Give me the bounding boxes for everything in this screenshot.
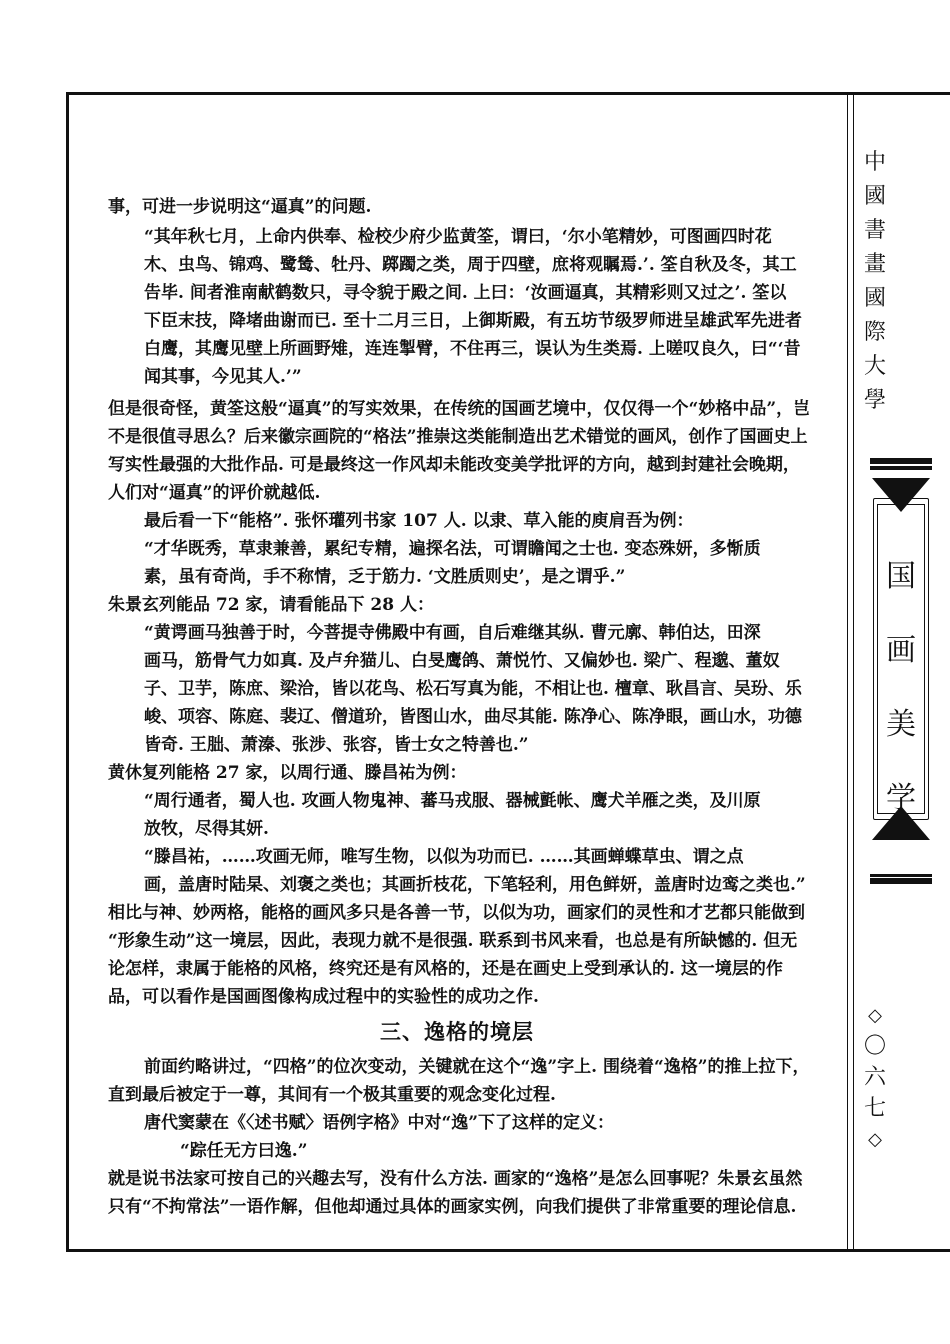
quote-line: “周行通者，蜀人也. 攻画人物鬼神、蕃马戎服、器械氈帐、鹰犬羊雁之类，及川原 bbox=[144, 791, 761, 811]
body-line: 相比与神、妙两格，能格的画风多只是各善一节，以似为功，画家们的灵性和才艺都只能做到 bbox=[108, 903, 805, 923]
title-band-top bbox=[870, 458, 932, 464]
diamond-icon: ◇ bbox=[868, 1129, 882, 1150]
diamond-icon: ◇ bbox=[868, 1005, 882, 1026]
univ-char: 國 bbox=[863, 184, 886, 209]
quote-line: “其年秋七月，上命内供奉、检校少府少监黄筌，谓曰，‘尔小笔精妙，可图画四时花 bbox=[144, 227, 772, 247]
univ-char: 國 bbox=[863, 286, 886, 311]
body-line: 朱景玄列能品 72 家，请看能品下 28 人： bbox=[108, 595, 434, 615]
page-frame-left bbox=[66, 92, 69, 1252]
body-line: 论怎样，隶属于能格的风格，终究还是有风格的，还是在画史上受到承认的. 这一境层的作 bbox=[108, 959, 783, 979]
title-band-bottom bbox=[870, 878, 932, 884]
page-number-char: 〇 bbox=[863, 1034, 886, 1059]
body-line: 不是很值寻思么？后来徽宗画院的“格法”推崇这类能制造出艺术错觉的画风，创作了国画史上 bbox=[108, 427, 808, 447]
body-line: 写实性最强的大批作品. 可是最终这一作风却未能改变美学批评的方向，越到封建社会晚期， bbox=[108, 455, 800, 475]
page-number-char: 七 bbox=[863, 1096, 886, 1121]
quote-line: “滕昌祐，……攻画无师，唯写生物，以似为功而已. ……其画蝉蝶草虫、谓之点 bbox=[144, 847, 744, 867]
body-line: 人们对“逼真”的评价就越低. bbox=[108, 483, 321, 503]
page-frame-bottom bbox=[66, 1249, 950, 1252]
title-band-top-thin bbox=[870, 466, 932, 470]
book-title bbox=[872, 540, 930, 836]
body-line: 前面约略讲过，“四格”的位次变动，关键就在这个“逸”字上. 围绕着“逸格”的推上拉下， bbox=[144, 1057, 810, 1077]
body-line: 品，可以看作是国画图像构成过程中的实验性的成功之作. bbox=[108, 987, 539, 1007]
page-frame-inner-right bbox=[847, 95, 848, 1249]
quote-line: 木、虫鸟、锦鸡、鹭鸶、牡丹、踯躅之类，周于四壁，庶将观瞩焉.’. 筌自秋及冬，其工 bbox=[144, 255, 797, 275]
body-line: 但是很奇怪，黄筌这般“逼真”的写实效果，在传统的国画艺境中，仅仅得一个“妙格中品”，岂 bbox=[108, 399, 811, 419]
univ-char: 書 bbox=[863, 218, 886, 243]
quote-line: “黄谔画马独善于时，今菩提寺佛殿中有画，自后难继其纵. 曹元廓、韩伯达，田深 bbox=[144, 623, 761, 643]
quote-line: 素，虽有奇尚，手不称情，乏于筋力. ‘文胜质则史’，是之谓乎.” bbox=[144, 567, 626, 587]
quote-line: 画，盖唐时陆杲、刘褒之类也；其画折枝花，下笔轻利，用色鲜妍，盖唐时边鸾之类也.” bbox=[144, 875, 806, 895]
body-line: 直到最后被定于一尊，其间有一个极其重要的观念变化过程. bbox=[108, 1085, 556, 1105]
page-frame-top bbox=[66, 92, 950, 95]
quote-line: 画马，筋骨气力如真. 及卢弁猫儿、白旻鹰鸽、萧悦竹、又偏妙也. 梁广、程邈、董奴 bbox=[144, 651, 780, 671]
univ-char: 際 bbox=[863, 320, 886, 345]
body-line: “形象生动”这一境层，因此，表现力就不是很强. 联系到书风来看，也总是有所缺憾的. 但无 bbox=[108, 931, 798, 951]
title-band-bottom-thin bbox=[870, 874, 932, 877]
sidebar-university-name bbox=[860, 146, 890, 418]
body-line: 就是说书法家可按自己的兴趣去写，没有什么方法. 画家的“逸格”是怎么回事呢？朱景玄虽然 bbox=[108, 1169, 803, 1189]
page-number-char: 六 bbox=[863, 1065, 886, 1090]
quote-line: 闻其事，今见其人.’” bbox=[144, 367, 302, 387]
univ-char: 中 bbox=[863, 150, 886, 175]
quote-line: 皆奇. 王朏、萧溱、张涉、张容，皆士女之特善也.” bbox=[144, 735, 529, 755]
section-heading: 三、逸格的境层 bbox=[380, 1019, 534, 1044]
book-title-char: 学 bbox=[886, 781, 916, 816]
quote-line: 子、卫芋，陈庶、梁洽，皆以花鸟、松石写真为能，不相让也. 檀章、耿昌言、吴玢、乐 bbox=[144, 679, 802, 699]
quote-line: “踪任无方曰逸.” bbox=[180, 1141, 308, 1161]
quote-line: 告毕. 间者淮南献鹤数只，寻令貌于殿之间. 上曰：‘汝画逼真，其精彩则又过之’. 筌以 bbox=[144, 283, 787, 303]
book-title-char: 国 bbox=[886, 559, 916, 594]
page-number bbox=[860, 1000, 890, 1155]
univ-char: 大 bbox=[863, 354, 886, 379]
book-title-char: 画 bbox=[886, 633, 916, 668]
quote-line: “才华既秀，草隶兼善，累纪专精，遍探名法，可谓瞻闻之士也. 变态殊妍，多惭质 bbox=[144, 539, 761, 559]
univ-char: 學 bbox=[863, 388, 886, 413]
quote-line: 峻、项容、陈庭、裴辽、僧道玠，皆图山水，曲尽其能. 陈净心、陈净眼，画山水，功德 bbox=[144, 707, 802, 727]
quote-line: 白鹰，其鹰见壁上所画野雉，连连掣臂，不住再三，误认为生类焉. 上嗟叹良久，曰“‘昔 bbox=[144, 339, 801, 359]
page-frame-outer-right bbox=[853, 95, 854, 1249]
body-line: 只有“不拘常法”一语作解，但他却通过具体的画家实例，向我们提供了非常重要的理论信息. bbox=[108, 1197, 797, 1217]
book-title-char: 美 bbox=[886, 707, 916, 742]
quote-line: 下臣末技，降堵曲谢而已. 至十二月三日，上御斯殿，有五坊节级罗师进呈雄武军先进者 bbox=[144, 311, 802, 331]
body-line: 事，可进一步说明这“逼真”的问题. bbox=[108, 197, 372, 217]
body-line: 唐代窦蒙在《〈述书赋〉语例字格》中对“逸”下了这样的定义： bbox=[144, 1113, 615, 1133]
body-line: 最后看一下“能格”. 张怀瓘列书家 107 人. 以隶、草入能的庾肩吾为例： bbox=[144, 511, 694, 531]
quote-line: 放牧，尽得其妍. bbox=[144, 819, 269, 839]
body-line: 黄休复列能格 27 家，以周行通、滕昌祐为例： bbox=[108, 763, 467, 783]
univ-char: 畫 bbox=[863, 252, 886, 277]
